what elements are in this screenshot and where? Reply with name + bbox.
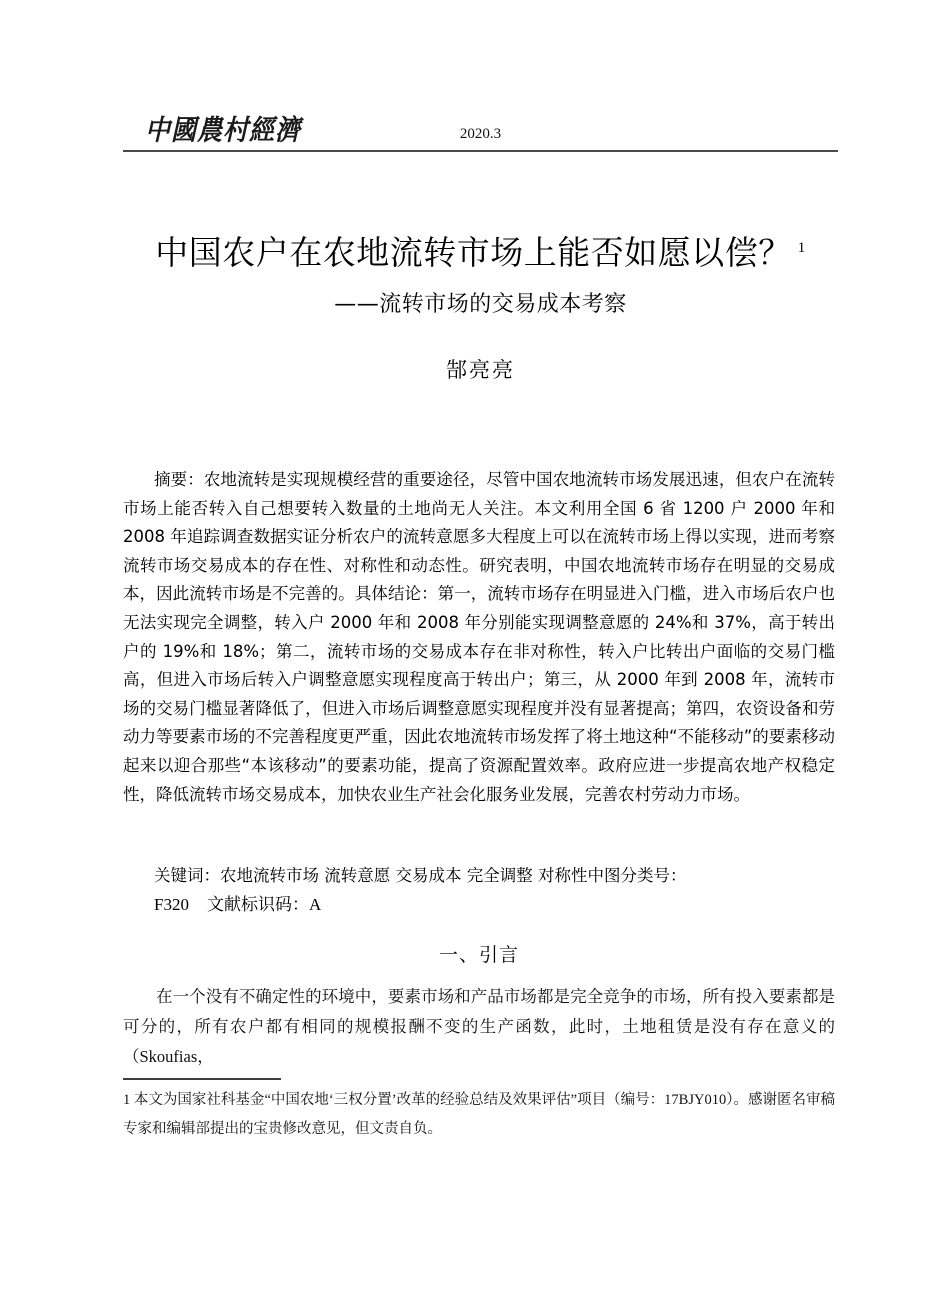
title-block [123,232,838,384]
page-title-text: 中国农户在农地流转市场上能否如愿以偿？ [155,233,792,272]
abstract-text: 摘要：农地流转是实现规模经营的重要途径，尽管中国农地流转市场发展迅速，但农户在流转市场上能否转入自己想要转入数量的土地尚无人关注。本文利用全国 6 省 1200 户 2000 年和 2008 年追踪调查数据实证分析农户的流转意愿多大程度上可以在流转市场上得以实现，进而考察流转市场交易成本的存在性、对称性和动态性。研究表明，中国农地流转市场存在明显的交易成本，因此流转市场是不完善的。具体结论：第一，流转市场存在明显进入门槛，进入市场后农户也无法实现完全调整，转入户 2000 年和 2008 年分别能实现调整意愿的 24%和 37%，高于转出户的 19%和 18%；第二，流转市场的交易成本存在非对称性，转入户比转出户面临的交易门槛高，但进入市场后转入户调整意愿实现程度高于转出户；第三，从 2000 年到 2008 年，流转市场的交易门槛显著降低了，但进入市场后调整意愿实现程度并没有显著提高；第四，农资设备和劳动力等要素市场的不完善程度更严重，因此农地流转市场发挥了将土地这种“不能移动”的要素移动起来以迎合那些“本该移动”的要素功能，提高了资源配置效率。政府应进一步提高农地产权稳定性，降低流转市场交易成本，加快农业生产社会化服务业发展，完善农村劳动力市场。 [123,470,835,804]
doc-code-label: 文献标识码： [206,895,309,914]
issue-number: 2020.3 [459,126,502,142]
section-heading-introduction: 一、引言 [438,944,519,966]
title-footnote-marker: 1 [797,240,806,256]
footnote-text: 1 本文为国家社科基金“中国农地‘三权分置’改革的经验总结及效果评估”项目（编号：17BJY010）。感谢匿名审稿专家和编辑部提出的宝贵修改意见，但文责自负。 [123,1092,835,1137]
running-head [123,108,838,154]
body-paragraph: 在一个没有不确定性的环境中，要素市场和产品市场都是完全竞争的市场，所有投入要素都是可分的，所有农户都有相同的规模报酬不变的生产函数，此时，土地租赁是没有存在意义的（Skoufias， [123,987,835,1066]
page-subtitle: ——流转市场的交易成本考察 [334,292,627,318]
footnote-divider [123,1078,281,1080]
page-title [123,232,838,273]
doc-code-value: A [308,895,322,914]
journal-masthead: 中國農村經濟 [145,115,302,147]
keywords-line: 关键词：农地流转市场 流转意愿 交易成本 完全调整 对称性中图分类号： [154,866,687,885]
author-name: 郜亮亮 [446,358,515,383]
classification-line [123,891,835,920]
header-divider [123,150,838,152]
clc-number: F320 [154,895,189,914]
